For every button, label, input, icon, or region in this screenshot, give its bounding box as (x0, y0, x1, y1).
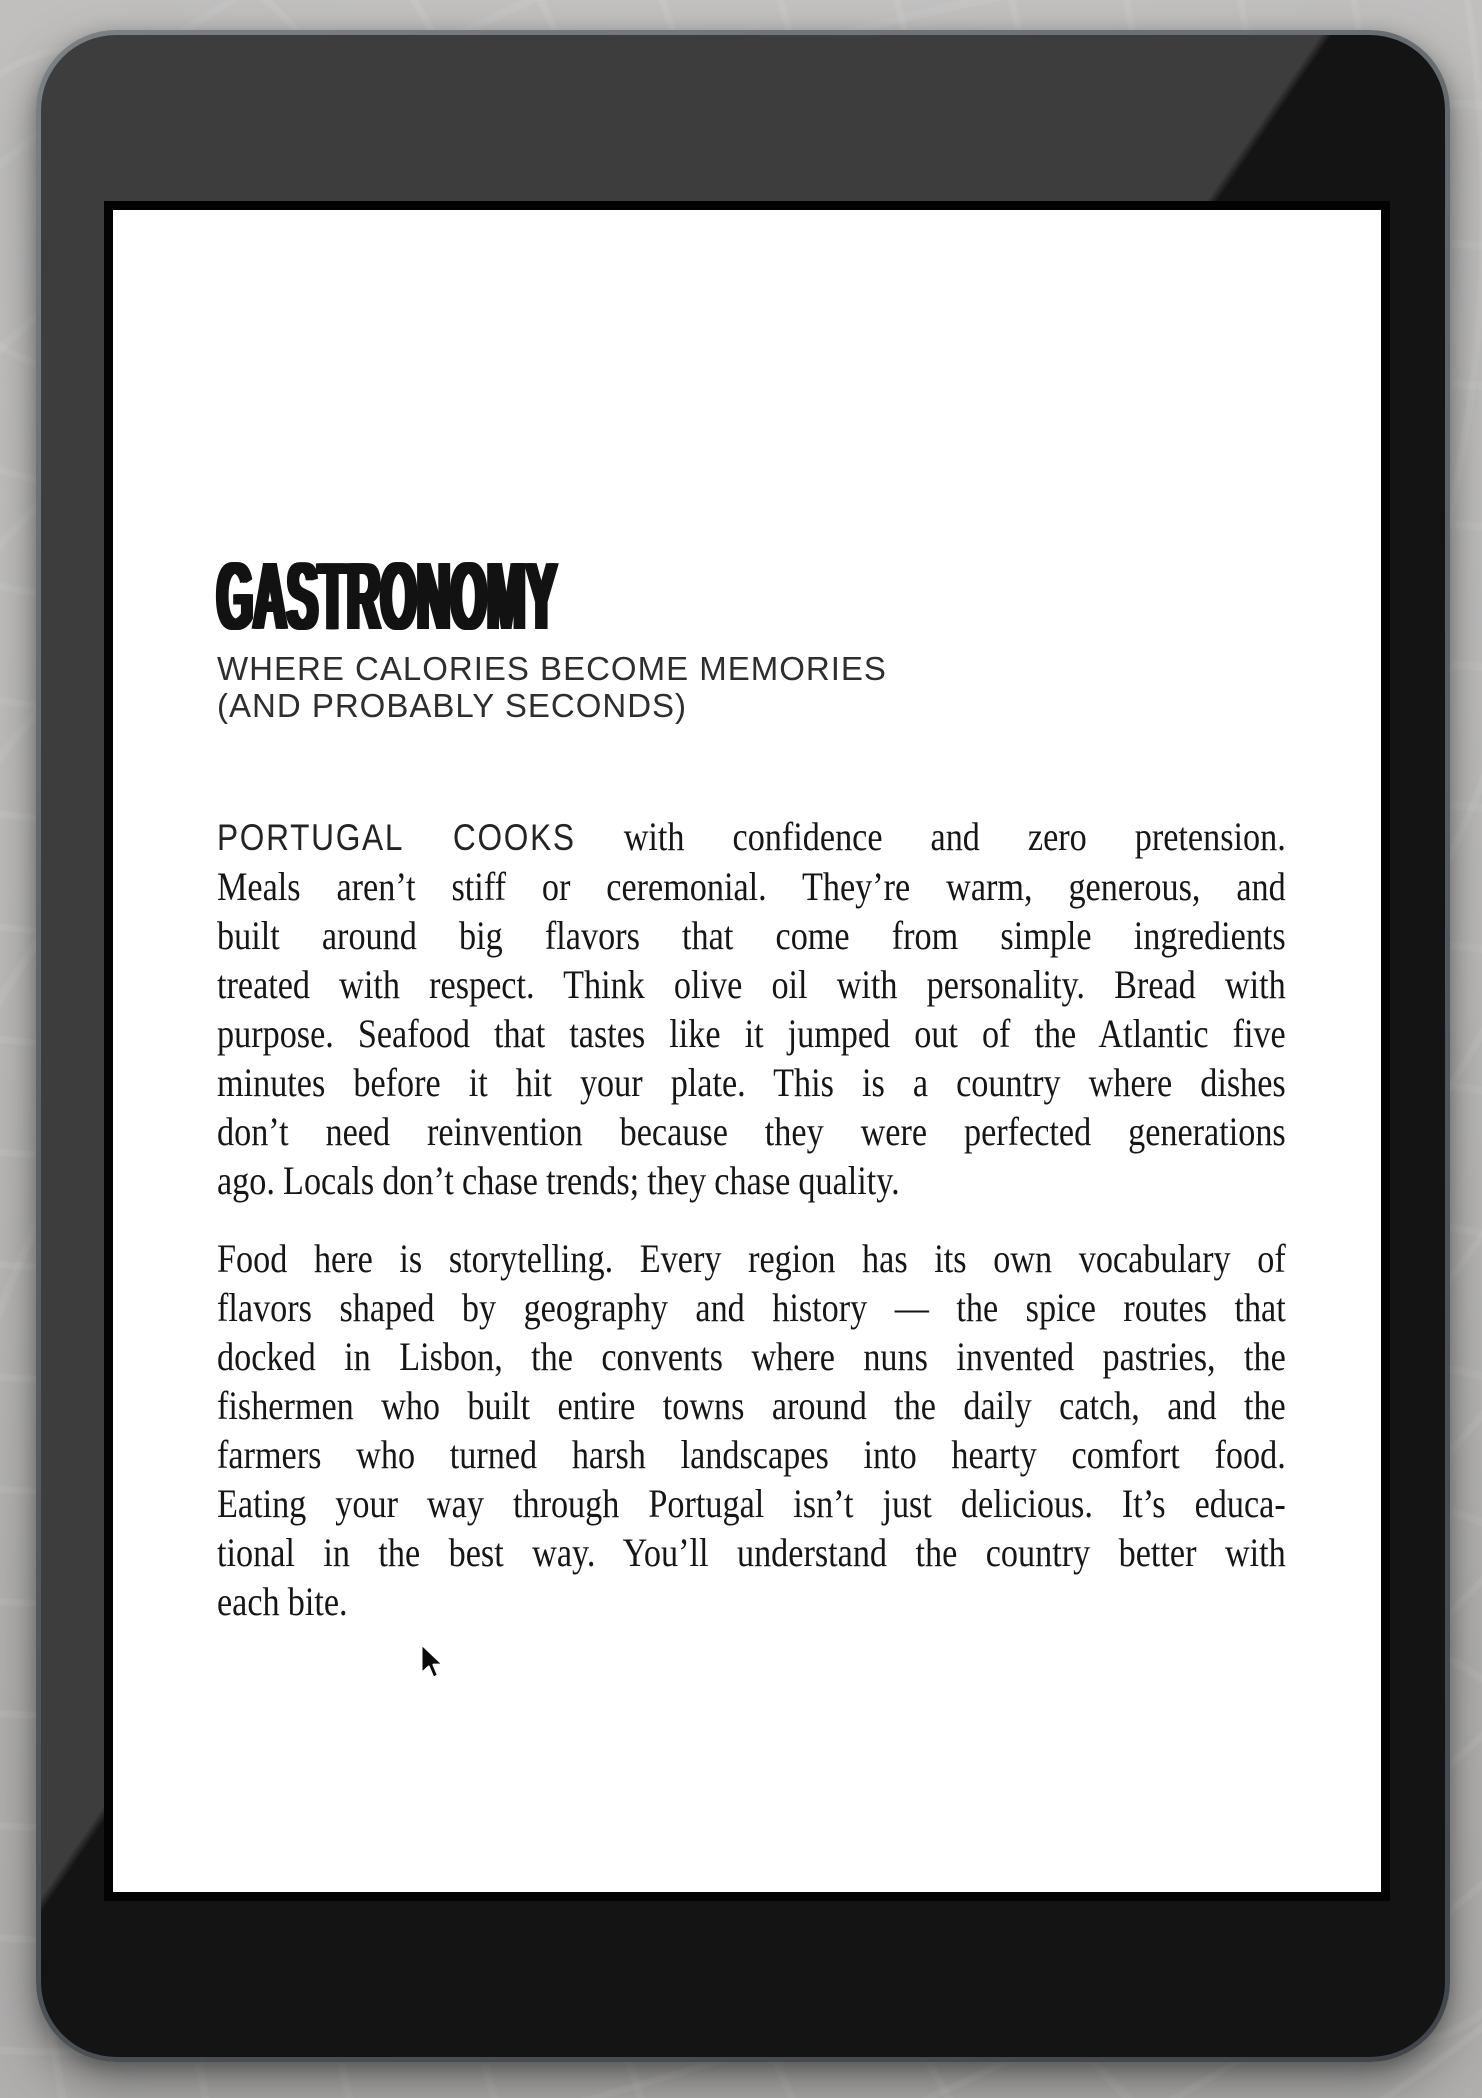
body-line: fishermen who built entire towns around the daily catch, and the (217, 1383, 1286, 1428)
body-line: docked in Lisbon, the convents where nuns invented pastries, the (217, 1334, 1286, 1379)
body-line: each bite. (217, 1579, 348, 1624)
mouse-cursor-icon (419, 1643, 445, 1681)
body-line: don’t need reinvention because they were perfected generations (217, 1109, 1286, 1154)
body-line: farmers who turned harsh landscapes into hearty comfort food. (217, 1432, 1286, 1477)
body-line: flavors shaped by geography and history — the spice routes that (217, 1285, 1286, 1330)
page-subtitle-line1: WHERE CALORIES BECOME MEMORIES (217, 650, 887, 687)
page-title: GASTRONOMY (217, 543, 558, 650)
body-line: treated with respect. Think olive oil with personality. Bread with (217, 962, 1286, 1007)
body-line: minutes before it hit your plate. This is a country where dishes (217, 1060, 1286, 1105)
tablet-device (36, 30, 1450, 2062)
body-line: PORTUGAL COOKS with confidence and zero pretension. (217, 814, 1286, 859)
body-line: purpose. Seafood that tastes like it jumped out of the Atlantic five (217, 1011, 1286, 1056)
body-text (217, 812, 1286, 1626)
page-subtitle-line2: (AND PROBABLY SECONDS) (217, 687, 688, 724)
body-line: Food here is storytelling. Every region has its own vocabulary of (217, 1236, 1286, 1281)
paragraph-lead: PORTUGAL COOKS (217, 817, 576, 858)
ebook-page (113, 210, 1381, 1892)
paragraph (217, 812, 1286, 1205)
paragraph (217, 1234, 1286, 1626)
body-line: Meals aren’t stiff or ceremonial. They’re warm, generous, and (217, 864, 1286, 909)
body-line: built around big flavors that come from simple ingredients (217, 913, 1286, 958)
tablet-bezel (41, 35, 1445, 2057)
body-line: ago. Locals don’t chase trends; they chase quality. (217, 1158, 900, 1203)
page-subtitle (217, 650, 887, 724)
body-line: tional in the best way. You’ll understand the country better with (217, 1530, 1286, 1575)
body-line: Eating your way through Portugal isn’t just delicious. It’s educa- (217, 1481, 1286, 1526)
tablet-screen (104, 201, 1390, 1901)
